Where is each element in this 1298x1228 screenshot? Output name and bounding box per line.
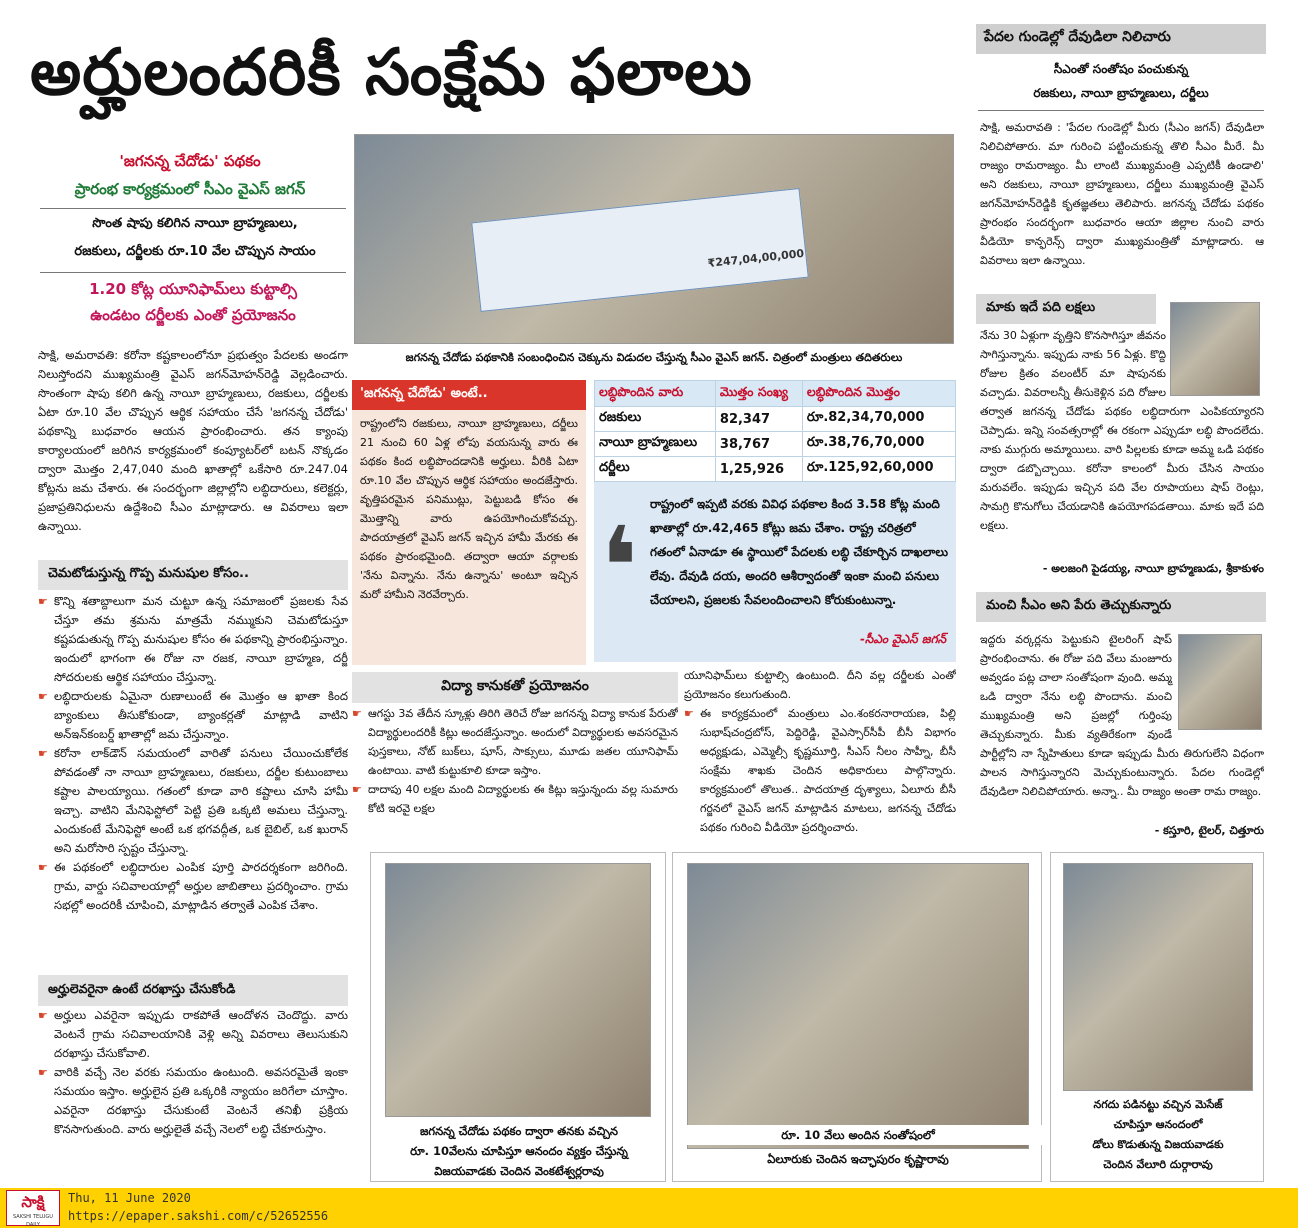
photo-durgarao — [1063, 863, 1253, 1091]
photo-caption-2b: ఏలూరుకు చెందిన ఇచ్ఛాపురం కృష్ణారావు — [767, 1152, 949, 1166]
main-photo — [354, 134, 954, 344]
subhead-launch: ప్రారంభ కార్యక్రమంలో సీఎం వైఎస్ జగన్ — [74, 180, 306, 198]
beneficiary-table — [594, 380, 956, 482]
vidya-bullets — [352, 704, 678, 838]
subhead-scheme: 'జగనన్న చేదోడు' పథకం — [119, 152, 261, 170]
continued-paragraph: యూనిఫామ్‌లు కుట్టాల్సి ఉంటుంది. దీని వల్ల దర్జీలకు ఎంతో ప్రయోజనం కలుగుతుంది. — [684, 669, 956, 701]
continued-column — [684, 666, 956, 838]
testimony-1-text: నేను 30 ఏళ్లుగా వృత్తిని కొనసాగిస్తూ జీవనం సాగిస్తున్నాను. ఇప్పుడు నాకు 56 ఏళ్లు. కొద్ది రోజుల క్రితం వలంటీర్ మా షాపునకు వచ్చాడు. వివరాలన్నీ తీసుకెళ్లిన పది రోజుల తర్వాత జగనన్న చేదోడు పథకం లబ్ధిదారుగా ఎంపికయ్యారని చెప్పాడు. ఇన్ని సంవత్సరాల్లో ఈ రకంగా ఎప్పుడూ లబ్ధి పొందలేదు. నాకు ముగ్గురు అమ్మాయిలు. వారి పిల్లలకు కూడా అమ్మ ఒడి పథకం ద్వారా డబ్బొచ్చాయి. కరోనా కాలంలో మీరు చేసిన సాయం మరువలేం. ఇప్పుడు ఇచ్చిన పది వేల రూపాయలు షాప్ రెంట్లు, సామగ్రి కొనుగోలు చేయడానికి ఉపయోగపడతాయి. మాకు ఇదే పది లక్షలు. — [980, 329, 1264, 532]
intro-paragraph: సాక్షి, అమరావతి: కరోనా కష్టకాలంలోనూ ప్రభుత్వం పేదలకు అండగా నిలుస్తోందని ముఖ్యమంత్రి వైఎస్ జగన్‌మోహన్‌రెడ్డి వెల్లడించారు. సొంతంగా షాపు కలిగి ఉన్న నాయీ బ్రాహ్మణులు, రజకులు, దర్జీలకు ఏటా రూ.10 వేల చొప్పున ఆర్థిక సహాయం చేసే 'జగనన్న చేదోడు' పథకాన్ని బుధవారం ఆయన ప్రారంభించారు. తన క్యాంపు కార్యాలయంలో జరిగిన కార్యక్రమంలో కంప్యూటర్‌లో బటన్ నొక్కడం ద్వారా మొత్తం 2,47,040 మంది ఖాతాల్లో ఒకేసారి రూ.247.04 కోట్లను జమ చేశారు. ఈ సందర్భంగా జిల్లాల్లోని లబ్ధిదారులు, కలెక్టర్లు, ప్రజాప్రతినిధులను ఉద్దేశించి సీఎం మాట్లాడారు. ఆ వివరాలు ఇలా ఉన్నాయి. — [38, 348, 348, 533]
photo-caption-1c: విజయవాడకు చెందిన వెంకటేశ్వర్లరావు — [434, 1164, 604, 1178]
testimony-2-author: - కస్తూరి, టైలర్, చిత్తూరు — [1154, 824, 1264, 837]
footer-url[interactable]: https://epaper.sakshi.com/c/52652556 — [68, 1209, 329, 1223]
cheque-amount: ₹247,04,00,000 — [707, 246, 805, 270]
scheme-info-box — [352, 380, 586, 665]
photo-caption-3d: చెందిన వేలూరి దుర్గారావు — [1103, 1158, 1213, 1171]
testimony-2-text: ఇద్దరు వర్కర్లను పెట్టుకుని టైలరింగ్ షాప్ ప్రారంభించాను. ఈ రోజు పది వేలు మంజూరు అవ్వడం పట్ల చాలా సంతోషంగా వుంది. అమ్మ ఒడి ద్వారా నేను లబ్ధి పొందాను. మంచి ముఖ్యమంత్రి అని ప్రజల్లో గుర్తింపు తెచ్చుకున్నారు. మీకు వ్యతిరేకంగా వుండే పార్టీల్లోని నా స్నేహితులు కూడా ఇప్పుడు మీరు తిరుగులేని విధంగా పాలన సాగిస్తున్నారని మెచ్చుకుంటున్నారు. పేదల గుండెల్లో దేవుడిలా నిలిచిపోయారు. అన్నా.. మీ రాజ్యం అంతా రామ రాజ్యం. — [980, 633, 1264, 798]
sakshi-logo: సాక్షి SAKSHI TELUGU DAILY — [6, 1190, 60, 1226]
list-item: ☛ ఈ పథకంలో లబ్ధిదారుల ఎంపిక పూర్తి పారదర్శకంగా జరిగింది. గ్రామ, వార్డు సచివాలయాల్లో అర్హుల జాబితాలు ప్రదర్శించాం. గ్రామ సభల్లో అందరికీ చూపించి, మాట్లాడిన తర్వాతే ఎంపిక చేశాం. — [38, 858, 348, 915]
cm-quote-box — [594, 482, 956, 662]
photo-caption-2a: రూ. 10 వేలు అందిన సంతోషంలో — [673, 1125, 1043, 1145]
photo-caption-3c: డోలు కొడుతున్న విజయవాడకు — [1092, 1138, 1224, 1151]
photo-caption-1a: జగనన్న చేదోడు పథకం ద్వారా తనకు వచ్చిన — [420, 1124, 618, 1138]
scheme-info-text: రాష్ట్రంలోని రజకులు, నాయీ బ్రాహ్మణులు, దర్జీలు 21 నుంచి 60 ఏళ్ల లోపు వయసున్న వారు ఈ పథకం కింద లబ్ధిపొందడానికి అర్హులు. వీరికి ఏటా రూ.10 వేల చొప్పున ఆర్థిక సహాయం అందజేస్తారు. వృత్తిపరమైన పనిముట్లు, పెట్టుబడి కోసం ఈ మొత్తాన్ని వారు ఉపయోగించుకోవచ్చు. పాదయాత్రలో వైఎస్ జగన్ ఇచ్చిన హామీ మేరకు ఈ పథకం ప్రారంభమైంది. తద్వారా ఆయా వర్గాలకు 'నేను విన్నాను. నేను ఉన్నాను' అంటూ ఇచ్చిన మరో హామీని నెరవేర్చారు. — [360, 417, 578, 601]
right-subhead-1: సీఎంతో సంతోషం పంచుకున్న — [1053, 62, 1189, 76]
list-item: ☛ వారికి వచ్చే నెల వరకు సమయం ఉంటుంది. అవసరమైతే ఇంకా సమయం ఇస్తాం. అర్హులైన ప్రతి ఒక్కరికి న్యాయం జరిగేలా చూస్తాం. ఎవరైనా దరఖాస్తు చేసుకుంటే వెంటనే తనిఖీ ప్రక్రియ కొనసాగుతుంది. వారు అర్హులైతే వచ్చే నెలలో లబ్ధి చేకూరుస్తాం. — [38, 1063, 348, 1139]
photo-card-2 — [672, 852, 1042, 1182]
photo-caption-3b: చూపిస్తూ ఆనందంలో — [1113, 1118, 1203, 1131]
list-item: ☛ అర్హులు ఎవరైనా ఇప్పుడు రాకపోతే ఆందోళన చెందొద్దు. వారు వెంటనే గ్రామ సచివాలయానికి వెళ్లి అన్ని వివరాలు తెలుసుకుని దరఖాస్తు చేసుకోవాలి. — [38, 1006, 348, 1063]
list-item: ☛ దాదాపు 40 లక్షల మంది విద్యార్థులకు ఈ కిట్లు ఇస్తున్నందు వల్ల సుమారు కోటి ఇరవై లక్షల — [352, 780, 678, 818]
table-header: మొత్తం సంఖ్య — [715, 381, 802, 407]
photo-caption-3a: నగదు పడినట్టు వచ్చిన మెసేజ్ — [1093, 1098, 1223, 1111]
cm-quote-author: -సీఎం వైఎస్ జగన్ — [859, 632, 946, 646]
photo-caption-1b: రూ. 10వేలను చూపిస్తూ ఆనందం వ్యక్తం చేస్తున్న — [410, 1144, 628, 1158]
cheque-image — [471, 188, 809, 312]
photo-venkateswararao — [385, 863, 651, 1117]
testimony-1-author: - అలజంగి పైడయ్య, నాయీ బ్రాహ్మణుడు, శ్రీకాకుళం — [1042, 562, 1264, 575]
cm-quote-text: రాష్ట్రంలో ఇప్పటి వరకు వివిధ పథకాల కింద 3.58 కోట్ల మంది ఖాతాల్లో రూ.42,465 కోట్లు జమ చేశాం. రాష్ట్ర చరిత్రలో గతంలో ఏనాడూ ఈ స్థాయిలో పేదలకు లబ్ధి చేకూర్చిన దాఖలాలు లేవు. దేవుడి దయ, అందరి ఆశీర్వాదంతో ఇంకా మంచి పనులు చేయాలని, ప్రజలకు సేవలందించాలని కోరుకుంటున్నా. — [650, 497, 949, 607]
section-heading-apply: అర్హులెవరైనా ఉంటే దరఖాస్తు చేసుకోండి — [38, 975, 348, 1006]
list-item: ☛ కరోనా లాక్‌డౌన్ సమయంలో వారితో పనులు చేయించుకోలేక పోవడంతో నా నాయీ బ్రాహ్మణులు, రజకులు, దర్జీల కుటుంబాలు కష్టాల పాలయ్యాయి. గతంలో కూడా వారి కష్టాలు చూసి హామీ ఇచ్చా. వాటిని మేనిఫెస్టోలో పెట్టి ప్రతి ఒక్కటి అమలు చేస్తున్నా. ఎందుకంటే మేనిఫెస్టో అంటే ఒక భగవద్గీత, ఒక బైబిల్, ఒక ఖురాన్ అని మరోసారి స్పష్టం చేస్తున్నా. — [38, 744, 348, 858]
table-header: లబ్ధిపొందిన వారు — [595, 381, 716, 407]
apply-bullets — [38, 1006, 348, 1184]
headline: అర్హులందరికీ సంక్షేమ ఫలాలు — [30, 36, 753, 110]
list-item: ☛ లబ్ధిదారులకు ఏమైనా రుణాలుంటే ఈ మొత్తం ఆ ఖాతా కింద బ్యాంకులు తీసుకోకుండా, బ్యాంకర్లతో మాట్లాడి వాటిని అన్‌ఇన్‌కంబర్డ్ ఖాతాల్లో జమ చేస్తున్నాం. — [38, 687, 348, 744]
footer-bar — [0, 1188, 1298, 1228]
testimony-2-title: మంచి సీఎం అని పేరు తెచ్చుకున్నారు — [976, 592, 1266, 622]
subhead-aid-1: సొంత షాపు కలిగిన నాయీ బ్రాహ్మణులు, — [92, 216, 298, 231]
right-intro: సాక్షి, అమరావతి : 'పేదల గుండెల్లో మీరు (సీఎం జగన్) దేవుడిలా నిలిచిపోతారు. మా గురించి పట్టించుకున్న తొలి సీఎం మీరే. మీ రాజ్యం రామరాజ్యం. మీ లాంటి ముఖ్యమంత్రి ఎప్పటికీ ఉండాలి' అని రజకులు, నాయీ బ్రాహ్మణులు, దర్జీలు ముఖ్యమంత్రి వైఎస్ జగన్‌మోహన్‌రెడ్డికి కృతజ్ఞతలు తెలిపారు. జగనన్న చేదోడు పథకం ప్రారంభం సందర్భంగా బుధవారం ఆయా జిల్లాల నుంచి వారు వీడియో కాన్ఫరెన్స్ ద్వారా ముఖ్యమంత్రితో మాట్లాడారు. ఆ వివరాలు ఇలా ఉన్నాయి. — [980, 121, 1264, 267]
section-heading-workers: చెమటోడుస్తున్న గొప్ప మనుషుల కోసం.. — [38, 560, 348, 590]
main-photo-caption: జగనన్న చేదోడు పథకానికి సంబంధించిన చెక్కును విడుదల చేస్తున్న సీఎం వైఎస్ జగన్. చిత్రంలో మంత్రులు తదితరులు — [405, 351, 903, 364]
footer-date: Thu, 11 June 2020 — [68, 1191, 191, 1205]
right-column-title: పేదల గుండెల్లో దేవుడిలా నిలిచారు — [976, 24, 1266, 54]
table-row: దర్జీలు 1,25,926 రూ.125,92,60,000 — [595, 457, 956, 482]
right-subhead-2: రజకులు, నాయీ బ్రాహ్మణులు, దర్జీలు — [1033, 86, 1209, 100]
list-item: ☛ ఆగస్టు 3వ తేదీన స్కూళ్లు తిరిగి తెరిచే రోజు జగనన్న విద్యా కానుక పేరుతో విద్యార్థులందరికీ కిట్లు అందజేస్తున్నాం. అందులో విద్యార్థులకు అవసరమైన పుస్తకాలు, నోట్ బుక్‌లు, షూస్, సాక్సులు, మూడు జతల యూనిఫామ్ ఉంటాయి. వాటి కుట్టుకూలి కూడా ఇస్తాం. — [352, 704, 678, 780]
table-row: నాయీ బ్రాహ్మణులు 38,767 రూ.38,76,70,000 — [595, 432, 956, 457]
quote-mark-icon: ❛ — [600, 503, 639, 631]
section-heading-vidya: విద్యా కానుకతో ప్రయోజనం — [352, 672, 678, 703]
photo-krishnarao — [687, 863, 1029, 1149]
testimony-1-title: మాకు ఇదే పది లక్షలు — [976, 294, 1156, 324]
subhead-aid-2: రజకులు, దర్జీలకు రూ.10 వేల చొప్పున సాయం — [74, 244, 316, 259]
list-item: ☛ ఈ కార్యక్రమంలో మంత్రులు ఎం.శంకరనారాయణ, పిల్లి సుభాష్‌చంద్రబోస్, పెద్దిరెడ్డి, వైఎస్సార్‌సీపీ బీసీ విభాగం అధ్యక్షుడు, ఎమ్మెల్సీ కృష్ణమూర్తి, సీఎస్ నీలం సాహ్నీ, బీసీ సంక్షేమ శాఖకు చెందిన అధికారులు పాల్గొన్నారు. కార్యక్రమంలో తొలుత.. పాదయాత్ర దృశ్యాలు, ఏలూరు బీసీ గర్జనలో వైఎస్ జగన్ మాట్లాడిన మాటలు, జగనన్న చేదోడు పథకం గురించి వీడియో ప్రదర్శించారు. — [684, 704, 956, 837]
workers-bullets — [38, 592, 348, 972]
subhead-uniform-2: ఉండటం దర్జీలకు ఎంతో ప్రయోజనం — [90, 306, 296, 324]
list-item: ☛ కొన్ని శతాబ్దాలుగా మన చుట్టూ ఉన్న సమాజంలో ప్రజలకు సేవ చేస్తూ తమ శ్రమను మాత్రమే నమ్ముకుని చెమటోడుస్తూ కష్టపడుతున్న గొప్ప మనుషుల కోసం ఈ పథకాన్ని ప్రారంభిస్తున్నాం. ఇందులో భాగంగా ఈ రోజు నా రజక, నాయీ బ్రాహ్మణ, దర్జీ సోదరులకు ఆర్థిక సహాయం చేస్తున్నా. — [38, 592, 348, 687]
subhead-uniform-1: 1.20 కోట్ల యూనిఫామ్‌లు కుట్టాల్సి — [89, 280, 297, 298]
scheme-info-title: 'జగనన్న చేదోడు' అంటే.. — [352, 380, 586, 410]
photo-card-3 — [1050, 852, 1264, 1182]
table-row: రజకులు 82,347 రూ.82,34,70,000 — [595, 407, 956, 432]
photo-card-1 — [370, 852, 666, 1182]
table-header: లబ్ధిపొందిన మొత్తం — [802, 381, 955, 407]
